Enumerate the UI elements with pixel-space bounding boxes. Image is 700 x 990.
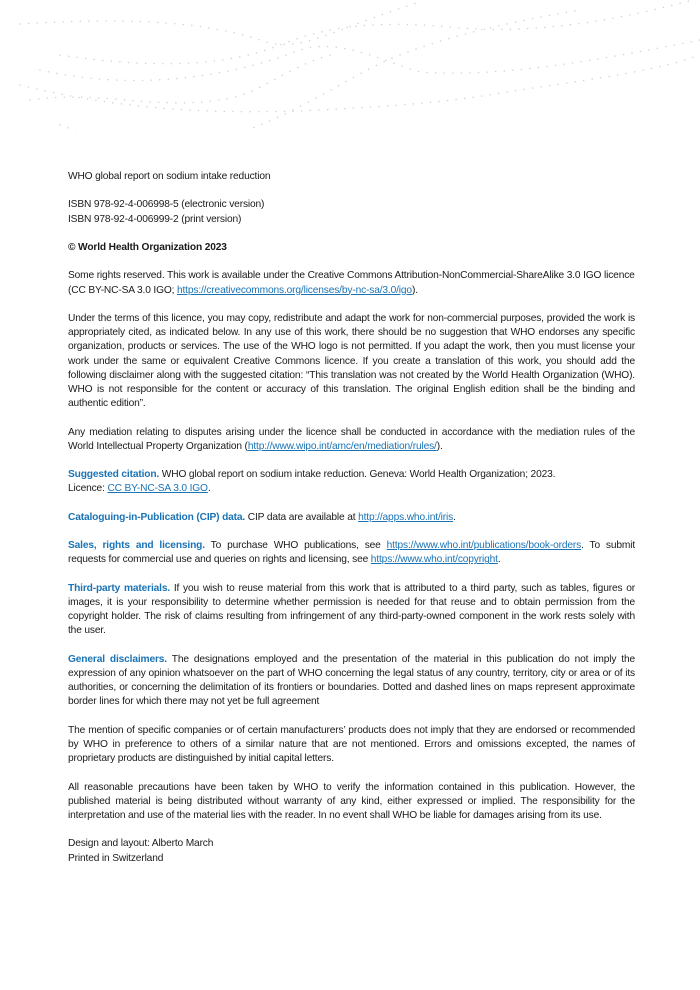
isbn-print: ISBN 978-92-4-006999-2 (print version)	[68, 213, 242, 225]
sales-paragraph	[68, 539, 635, 567]
copyright-link[interactable]: https://www.who.int/copyright	[370, 554, 498, 566]
copyright-notice: © World Health Organization 2023	[68, 241, 227, 253]
cip-heading: Cataloguing-in-Publication (CIP) data.	[68, 511, 246, 523]
precautions-paragraph: All reasonable precautions have been taken by WHO to verify the information contained in this publication. However, the published material is being distributed without warranty of any kind, either expressed or implied. The responsibility for the interpretation and use of the material lies with the reader. In no event shall WHO be liable for damages arising from its use.	[68, 781, 635, 821]
design-credit: Design and layout: Alberto March	[68, 838, 214, 850]
printed-location: Printed in Switzerland	[68, 852, 164, 864]
licence-link[interactable]: CC BY-NC-SA 3.0 IGO	[107, 483, 208, 495]
third-party-paragraph	[68, 582, 635, 639]
sales-text-end: .	[497, 554, 501, 566]
licence-label: Licence:	[68, 483, 108, 495]
rights-text-end: ).	[411, 284, 418, 296]
suggested-citation-heading: Suggested citation.	[68, 469, 160, 481]
licence-text-end: .	[207, 483, 211, 495]
book-orders-link[interactable]: https://www.who.int/publications/book-orders	[386, 540, 582, 552]
mediation-text: Any mediation relating to disputes arising under the licence shall be conducted in accordance with the mediation rules of the World Intellectual Property Organization (	[68, 426, 635, 452]
cip-text: CIP data are available at	[245, 511, 359, 523]
general-disclaimers-paragraph	[68, 653, 635, 710]
licence-terms-paragraph: Under the terms of this licence, you may copy, redistribute and adapt the work for non-commercial purposes, provided the work is appropriately cited, as indicated below. In any use of this work, there should be no suggestion that WHO endorses any specific organization, products or services. The use of the WHO logo is not permitted. If you adapt the work, then you must license your work under the same or equivalent Creative Commons licence. If you create a translation of this work, you should add the following disclaimer along with the suggested citation: “This translation was not created by the World Health Organization (WHO). WHO is not responsible for the content or accuracy of this translation. The original English edition shall be the binding and authentic edition”.	[68, 312, 635, 410]
general-disclaimers-text: The designations employed and the presentation of the material in this publication do not imply the expression of any opinion whatsoever on the part of WHO concerning the legal status of any country, territory, city or area or of its authorities, or concerning the delimitation of its frontiers or boundaries. Dotted and dashed lines on maps represent approximate border lines for which there may not yet be full agreement	[68, 653, 636, 708]
wipo-mediation-link[interactable]: http://www.wipo.int/amc/en/mediation/rules/	[247, 440, 437, 452]
iris-link[interactable]: http://apps.who.int/iris	[358, 511, 454, 523]
copyright-page	[68, 170, 635, 880]
suggested-citation-paragraph	[68, 468, 635, 496]
rights-paragraph	[68, 269, 635, 297]
mediation-text-end: ).	[436, 440, 443, 452]
sales-text-2: . To submit requests for commercial use and queries on rights and licensing, see	[68, 540, 635, 566]
credits-block	[68, 837, 635, 865]
cip-text-end: .	[453, 511, 456, 523]
dotted-wave-decoration	[0, 0, 700, 130]
third-party-text: If you wish to reuse material from this work that is attributed to a third party, such as tables, figures or images, it is your responsibility to determine whether permission is needed for that reuse and to obtain permission from the copyright holder. The risk of claims resulting from infringement of any third-party-owned component in the work rests solely with the user.	[68, 582, 635, 637]
third-party-heading: Third-party materials.	[68, 582, 171, 594]
mediation-paragraph	[68, 426, 635, 454]
citation-text: WHO global report on sodium intake reduction. Geneva: World Health Organization; 2023.	[159, 469, 556, 481]
isbn-electronic: ISBN 978-92-4-006998-5 (electronic version)	[68, 199, 265, 211]
general-disclaimers-heading: General disclaimers.	[68, 653, 167, 665]
rights-text: Some rights reserved. This work is available under the Creative Commons Attribution-NonCommercial-ShareAlike 3.0 IGO licence (CC BY-NC-SA 3.0 IGO;	[68, 270, 635, 296]
creative-commons-link[interactable]: https://creativecommons.org/licenses/by-nc-sa/3.0/igo	[176, 284, 412, 296]
sales-heading: Sales, rights and licensing.	[68, 540, 205, 552]
sales-text: To purchase WHO publications, see	[204, 540, 387, 552]
companies-paragraph: The mention of specific companies or of certain manufacturers’ products does not imply that they are endorsed or recommended by WHO in preference to others of a similar nature that are not mentioned. Errors and omissions excepted, the names of proprietary products are distinguished by initial capital letters.	[68, 724, 635, 765]
document-title: WHO global report on sodium intake reduction	[68, 171, 271, 182]
isbn-block	[68, 198, 635, 226]
cip-paragraph	[68, 511, 635, 525]
